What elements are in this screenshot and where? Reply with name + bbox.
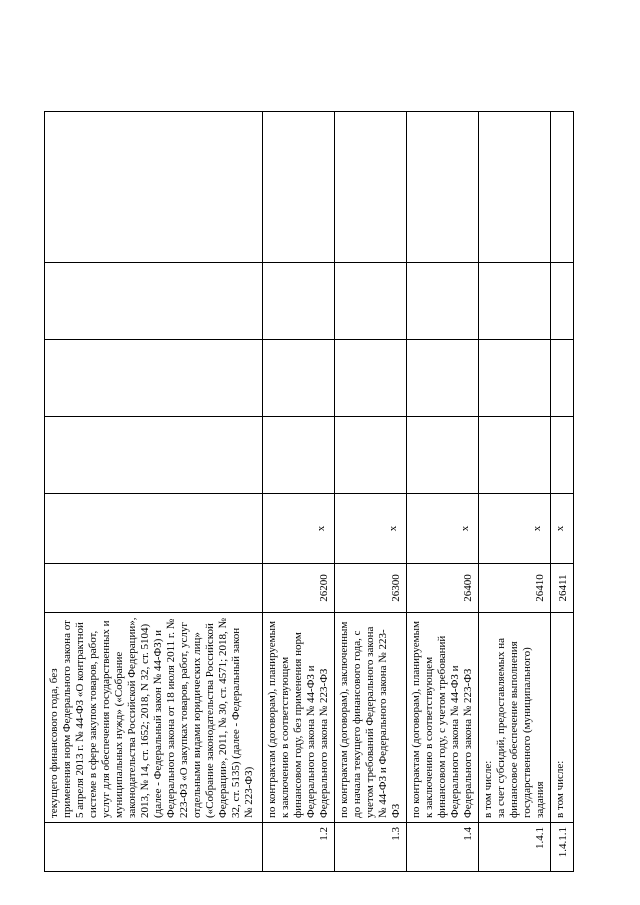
value-cell — [551, 263, 574, 340]
value-cell — [479, 112, 551, 263]
row-x-mark: x — [335, 494, 407, 564]
value-cell — [407, 263, 479, 340]
row-code: 26200 — [263, 564, 335, 613]
value-cell — [263, 112, 335, 263]
row-description: в том числе: — [551, 613, 574, 823]
row-description: по контрактам (договорам), заключенным до начала текущего финансового года, с учетом требований Федерального закона № 44-ФЗ и Федерального закона № 223-ФЗ — [335, 613, 407, 823]
value-cell — [335, 112, 407, 263]
value-cell — [407, 417, 479, 494]
row-x-mark: x — [551, 494, 574, 564]
value-cell — [551, 417, 574, 494]
row-description: по контрактам (договорам), планируемым к заключению в соответствующем финансовом году, с учетом требований Федерального закона № 44-ФЗ и Федерального закона № 223-ФЗ — [407, 613, 479, 823]
table-row — [263, 112, 335, 872]
row-code: 26300 — [335, 564, 407, 613]
row-x-mark: x — [263, 494, 335, 564]
value-cell — [45, 263, 263, 340]
row-number: 1.4 — [407, 823, 479, 872]
value-cell — [263, 340, 335, 417]
row-code: 26410 — [479, 564, 551, 613]
row-number: 1.4.1.1 — [551, 823, 574, 872]
row-number: 1.3 — [335, 823, 407, 872]
row-number: 1.2 — [263, 823, 335, 872]
row-description: по контрактам (договорам), планируемым к заключению в соответствующем финансовом году, без применения норм Федерального закона № 44-ФЗ и Федерального закона № 223-ФЗ — [263, 613, 335, 823]
row-x-mark — [45, 494, 263, 564]
row-description-line: в том числе: — [482, 760, 494, 818]
value-cell — [335, 417, 407, 494]
financial-plan-table — [44, 111, 574, 872]
row-number: 1.4.1 — [479, 823, 551, 872]
row-description: текущего финансового года, без применения норм Федерального закона от 5 апреля 2013 г. № 44-ФЗ «О контрактной системе в сфере закупок товаров, работ, услуг для обеспечения государственных и муниципальных нужд» («Собрание законодательства Российской Федерации», 2013, № 14, ст. 1652; 2018, N 32, ст. 5104) (далее - Федеральный закон № 44-ФЗ) и Федерального закона от 18 июля 2011 г. № 223-ФЗ «О закупках товаров, работ, услуг отдельными видами юридических лиц» («Собрание законодательства Российской Федерации», 2011, № 30, ст. 4571; 2018, № 32, ст. 5135) (далее - Федеральный закон № 223-ФЗ) — [45, 613, 263, 823]
value-cell — [479, 417, 551, 494]
row-number — [45, 823, 263, 872]
value-cell — [45, 340, 263, 417]
value-cell — [407, 112, 479, 263]
table-row — [479, 112, 551, 872]
table-row — [45, 112, 263, 872]
row-code — [45, 564, 263, 613]
value-cell — [551, 340, 574, 417]
value-cell — [479, 263, 551, 340]
value-cell — [335, 340, 407, 417]
value-cell — [45, 417, 263, 494]
value-cell — [263, 417, 335, 494]
value-cell — [407, 340, 479, 417]
row-description-line: за счет субсидий, предоставляемых на финансовое обеспечение выполнения государственного (муниципального) задания — [495, 638, 546, 818]
row-x-mark: x — [407, 494, 479, 564]
value-cell — [263, 263, 335, 340]
value-cell — [335, 263, 407, 340]
row-code: 26400 — [407, 564, 479, 613]
table-row — [335, 112, 407, 872]
value-cell — [479, 340, 551, 417]
value-cell — [45, 112, 263, 263]
row-code: 26411 — [551, 564, 574, 613]
table-row — [551, 112, 574, 872]
value-cell — [551, 112, 574, 263]
row-x-mark: x — [479, 494, 551, 564]
table-row — [407, 112, 479, 872]
row-description — [479, 613, 551, 823]
